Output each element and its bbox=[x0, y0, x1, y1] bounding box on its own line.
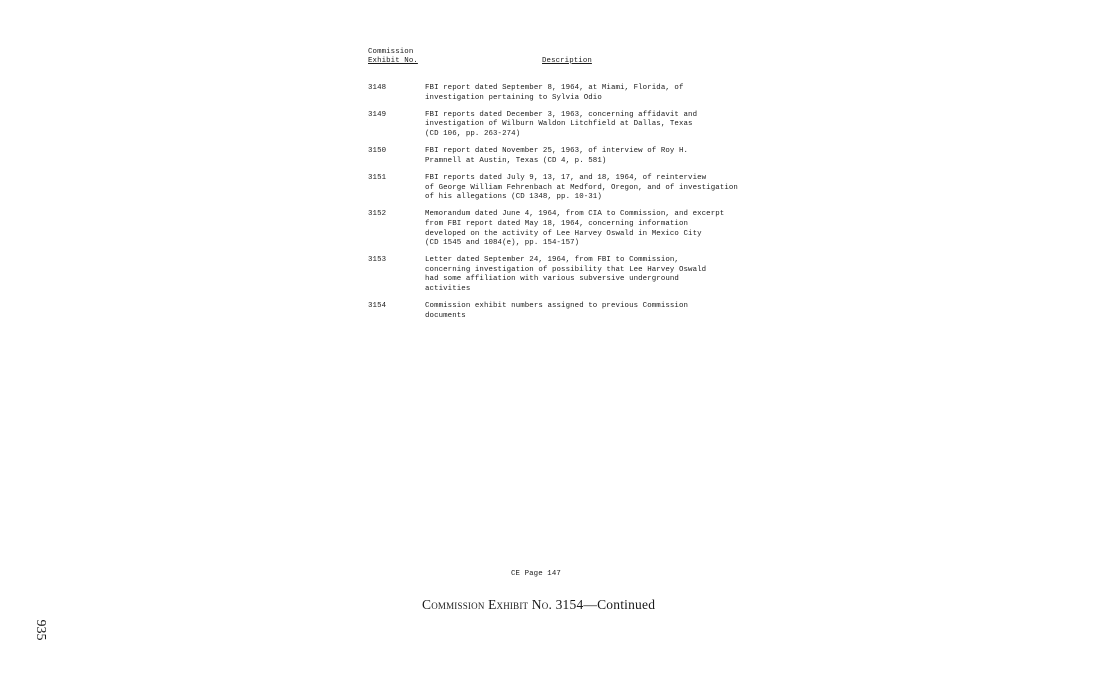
description-line: (CD 106, pp. 263-274) bbox=[425, 129, 521, 138]
description-line: had some affiliation with various subversive underground bbox=[425, 275, 679, 284]
description-line: documents bbox=[425, 311, 466, 320]
description-line: of his allegations (CD 1348, pp. 10-31) bbox=[425, 193, 602, 202]
table-header bbox=[368, 46, 748, 70]
description-line: investigation pertaining to Sylvia Odio bbox=[425, 93, 602, 102]
list-item bbox=[368, 111, 768, 140]
exhibit-number: 3148 bbox=[368, 84, 387, 92]
description-line: of George William Fehrenbach at Medford, Oregon, and of investigation bbox=[425, 183, 738, 192]
exhibit-number: 3151 bbox=[368, 173, 387, 182]
exhibit-description bbox=[425, 174, 768, 203]
cb-page-label: CE Page 147 bbox=[511, 570, 561, 578]
description-line: FBI reports dated July 9, 13, 17, and 18, 1964, of reinterview bbox=[425, 173, 707, 182]
description-line: developed on the activity of Lee Harvey Oswald in Mexico City bbox=[425, 229, 702, 238]
description-line: Memorandum dated June 4, 1964, from CIA to Commission, and excerpt bbox=[425, 210, 725, 219]
exhibit-description bbox=[425, 84, 768, 103]
description-line: FBI report dated November 25, 1963, of interview of Roy H. bbox=[425, 147, 689, 156]
exhibit-description bbox=[425, 111, 768, 140]
column-header-exhibit-line1: Commission bbox=[368, 48, 414, 56]
description-line: (CD 1545 and 1084(e), pp. 154-157) bbox=[425, 239, 580, 248]
list-item bbox=[368, 256, 768, 294]
exhibit-number: 3154 bbox=[368, 302, 387, 311]
list-item bbox=[368, 174, 768, 203]
description-line: Commission exhibit numbers assigned to previous Commission bbox=[425, 302, 689, 311]
description-line: activities bbox=[425, 285, 471, 294]
description-line: FBI report dated September 8, 1964, at Miami, Florida, of bbox=[425, 84, 684, 92]
exhibit-caption-title: Commission Exhibit No. bbox=[422, 597, 553, 612]
exhibit-number: 3149 bbox=[368, 110, 387, 119]
exhibit-number: 3150 bbox=[368, 147, 387, 156]
exhibit-number: 3152 bbox=[368, 210, 387, 219]
list-item bbox=[368, 84, 768, 103]
list-item bbox=[368, 147, 768, 166]
exhibit-description bbox=[425, 210, 768, 248]
exhibit-description bbox=[425, 302, 768, 321]
description-line: Letter dated September 24, 1964, from FBI to Commission, bbox=[425, 256, 679, 265]
list-item bbox=[368, 302, 768, 321]
description-line: investigation of Wilburn Waldon Litchfield at Dallas, Texas bbox=[425, 120, 693, 129]
exhibit-number: 3153 bbox=[368, 256, 387, 265]
exhibit-description bbox=[425, 147, 768, 166]
description-line: concerning investigation of possibility that Lee Harvey Oswald bbox=[425, 265, 707, 274]
description-line: FBI reports dated December 3, 1963, concerning affidavit and bbox=[425, 110, 698, 119]
exhibit-list bbox=[368, 84, 768, 329]
list-item bbox=[368, 210, 768, 248]
description-line: Pramnell at Austin, Texas (CD 4, p. 581) bbox=[425, 156, 607, 165]
description-line: from FBI report dated May 18, 1964, concerning information bbox=[425, 219, 689, 228]
exhibit-description bbox=[425, 256, 768, 294]
exhibit-caption bbox=[422, 597, 655, 613]
column-header-description: Description bbox=[542, 57, 592, 65]
page-number: 935 bbox=[33, 619, 48, 641]
exhibit-caption-suffix: 3154—Continued bbox=[552, 597, 656, 612]
column-header-exhibit-line2: Exhibit No. bbox=[368, 57, 418, 65]
